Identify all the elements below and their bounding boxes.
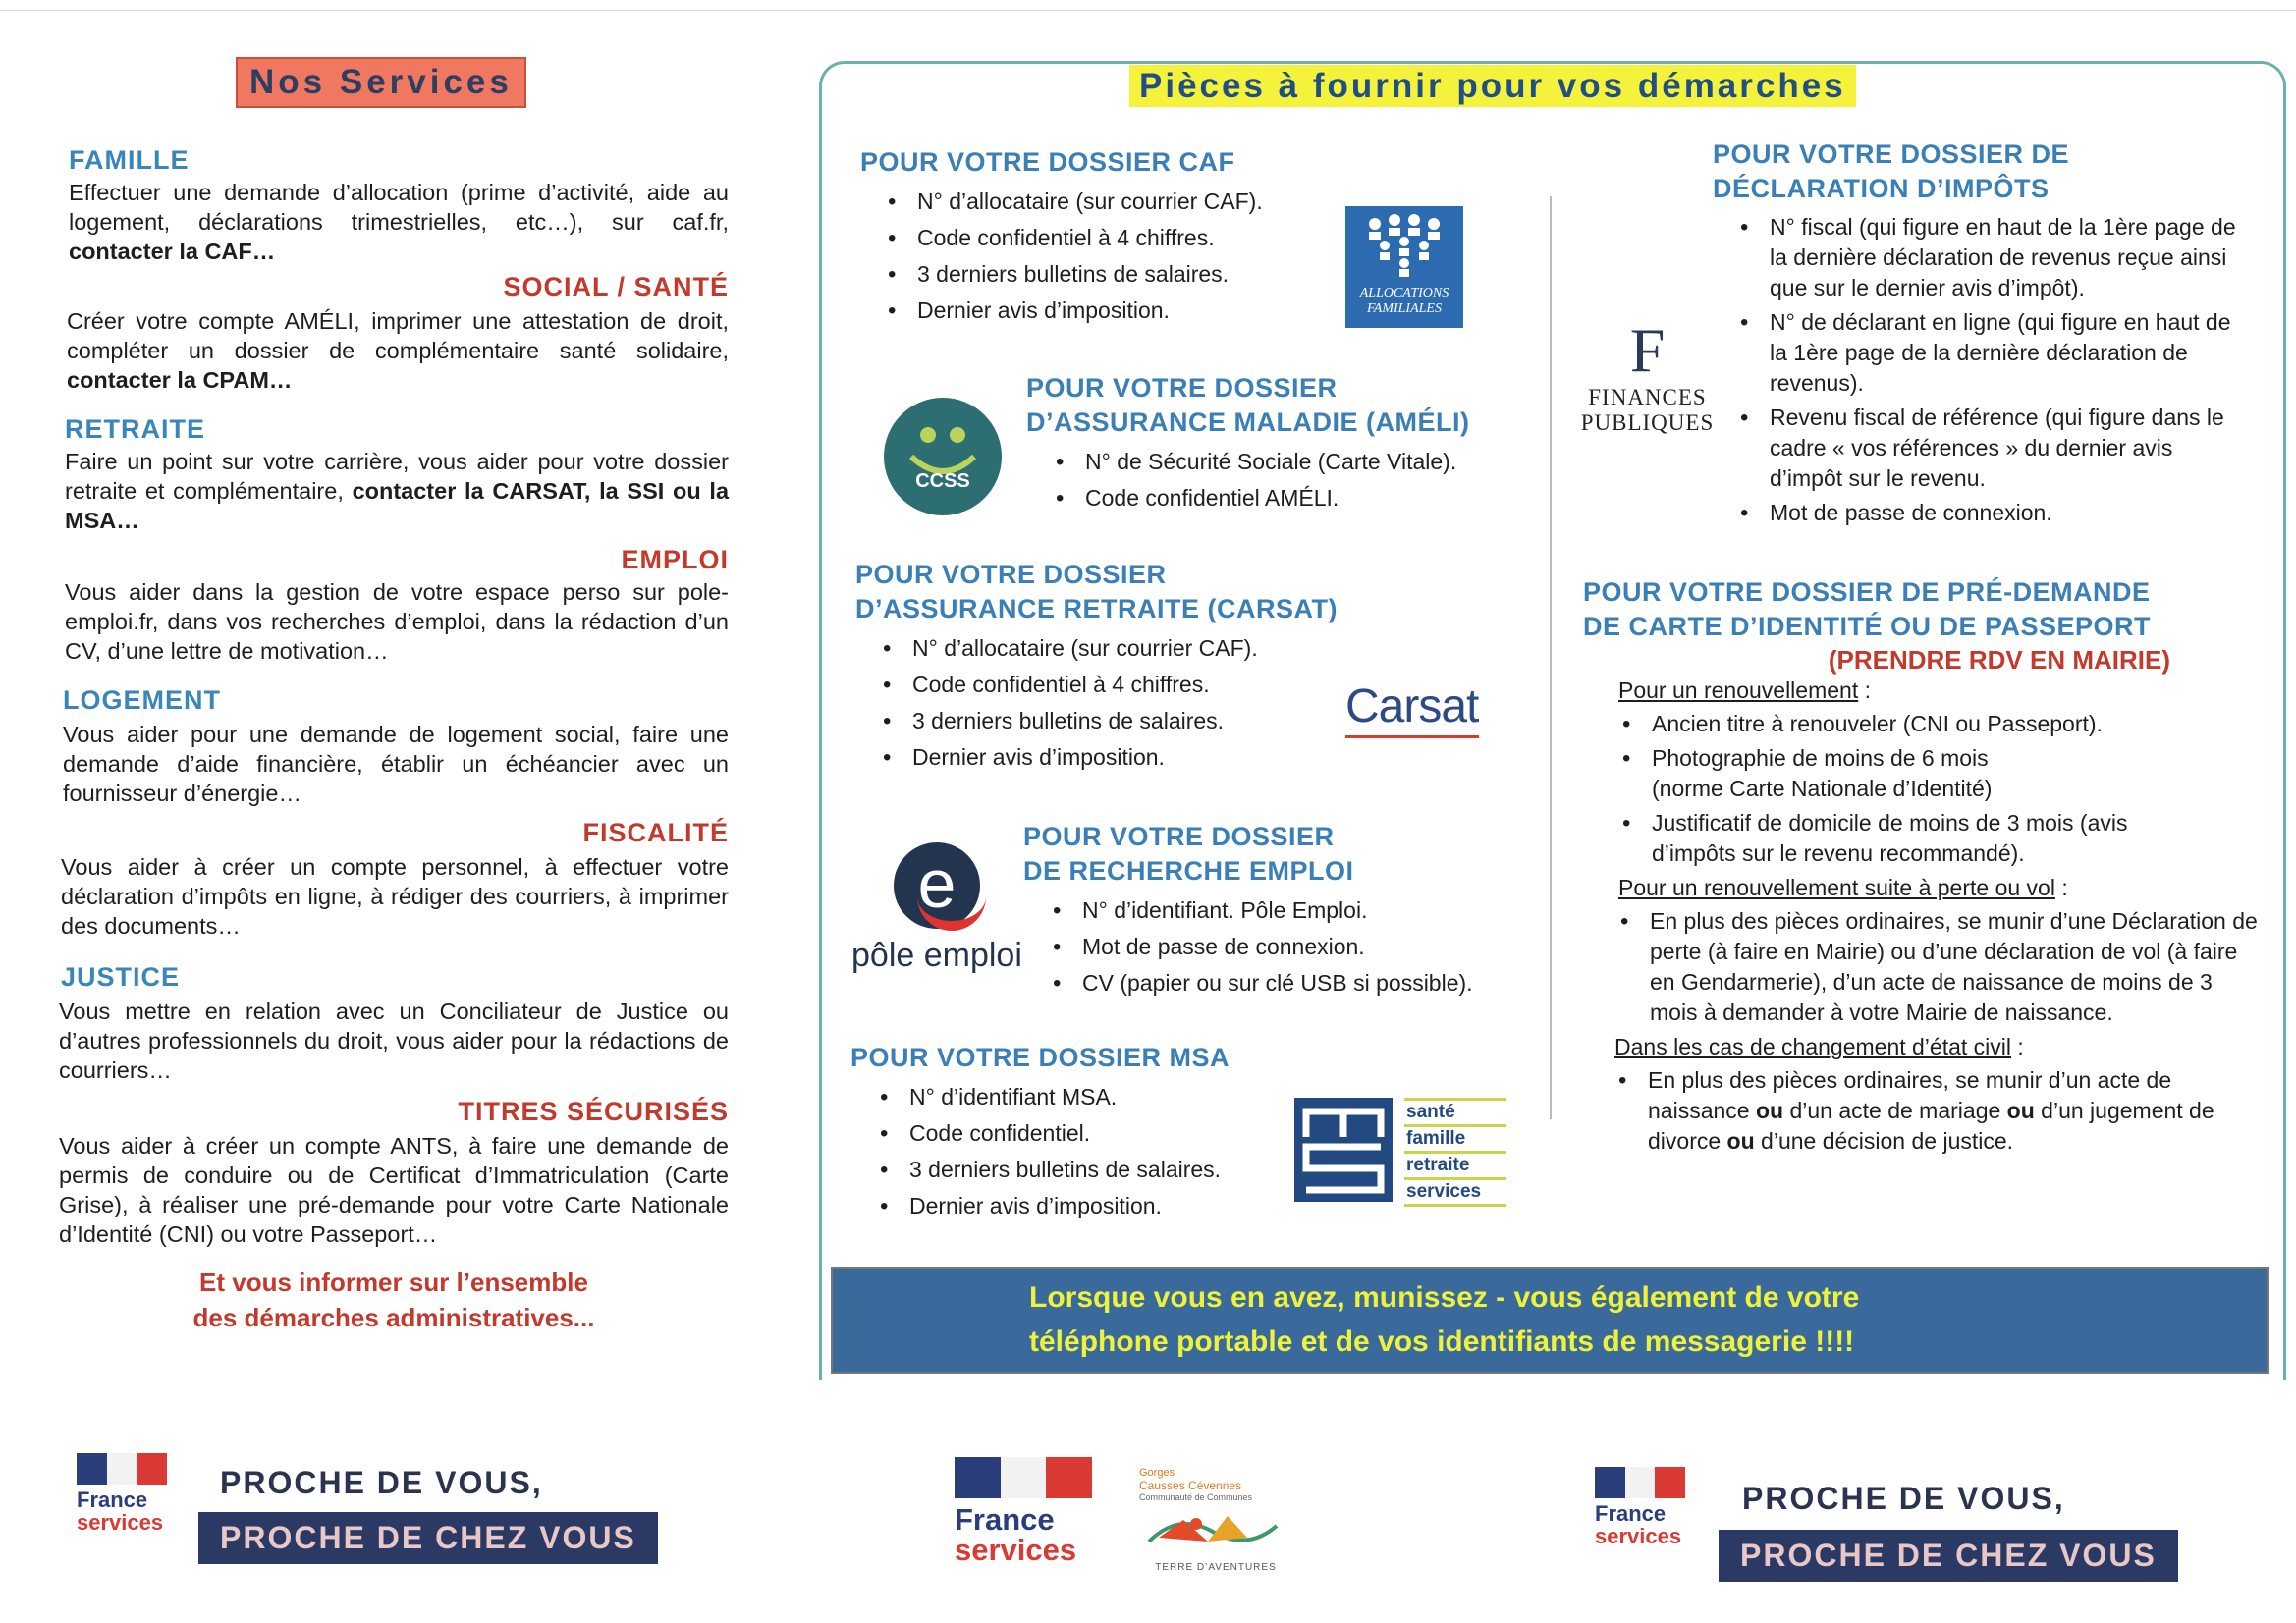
emploi-section <box>1023 820 1534 1001</box>
msa-word: famille <box>1404 1127 1506 1154</box>
titres-heading: TITRES SÉCURISÉS <box>458 1097 729 1126</box>
fs-name-1: France <box>1595 1501 1667 1526</box>
marianne-flag-icon <box>77 1453 167 1485</box>
ameli-item: • N° de Sécurité Sociale (Carte Vitale). <box>1056 444 1537 480</box>
pole-emploi-logo <box>847 842 1023 980</box>
finances-logo-mark: F <box>1629 315 1666 385</box>
emploi-list <box>1053 893 1534 1001</box>
caf-logo-line2: FAMILIALES <box>1367 301 1442 316</box>
justice-text: Vous mettre en relation avec un Conciliateur de Justice ou d’autres professionnels du droit, vous aider pour la rédactions de courriers… <box>59 999 729 1083</box>
carsat-item: • Code confidentiel à 4 chiffres. <box>883 667 1366 703</box>
impots-heading-1: POUR VOTRE DOSSIER DE <box>1713 139 2070 169</box>
impots-item: • Mot de passe de connexion. <box>1740 498 2248 528</box>
msa-list <box>880 1079 1312 1224</box>
msa-item: • N° d’identifiant MSA. <box>880 1079 1312 1115</box>
msa-item: • Dernier avis d’imposition. <box>880 1188 1312 1224</box>
ameli-heading-1: POUR VOTRE DOSSIER <box>1026 373 1338 403</box>
closing-line-1: Et vous informer sur l’ensemble <box>199 1268 588 1297</box>
reminder-line-2: téléphone portable et de vos identifiants de messagerie !!!! <box>1029 1325 1855 1358</box>
msa-word: services <box>1404 1180 1506 1207</box>
fiscalite-heading: FISCALITÉ <box>582 818 729 847</box>
carsat-item: • N° d’allocataire (sur courrier CAF). <box>883 630 1366 667</box>
carsat-logo-text: Carsat <box>1345 680 1479 732</box>
closing-text <box>59 1265 729 1335</box>
carsat-heading-2: D’ASSURANCE RETRAITE (CARSAT) <box>855 594 1338 623</box>
justice-heading: JUSTICE <box>61 962 181 992</box>
cni-section <box>1583 575 2261 1161</box>
landscape-icon <box>1139 1502 1286 1557</box>
pole-emploi-e-icon: e <box>917 845 957 922</box>
caf-section <box>860 145 1322 329</box>
emploi-heading-2: DE RECHERCHE EMPLOI <box>1023 856 1354 886</box>
social-heading: SOCIAL / SANTÉ <box>503 272 729 301</box>
impots-item: • N° fiscal (qui figure en haut de la 1ère page de la dernière déclaration de revenus reçue ainsi que sur le dernier avis d’impôt). <box>1740 212 2248 303</box>
ameli-section <box>1026 371 1537 516</box>
cni-sub-2-label: Pour un renouvellement suite à perte ou vol <box>1618 875 2055 900</box>
caf-item: • Dernier avis d’imposition. <box>888 293 1322 329</box>
carsat-logo-underline <box>1345 735 1479 738</box>
panel-title <box>1129 67 1856 106</box>
carsat-logo <box>1345 679 1479 738</box>
finances-logo-line2: PUBLIQUES <box>1580 410 1715 435</box>
cni-sub-1: Pour un renouvellement : <box>1618 677 1871 703</box>
motto-line-1-left: PROCHE DE VOUS, <box>220 1465 543 1500</box>
cni-sub-2: Pour un renouvellement suite à perte ou vol : <box>1618 875 2068 900</box>
emploi-heading-1: POUR VOTRE DOSSIER <box>1023 822 1335 851</box>
msa-item: • 3 derniers bulletins de salaires. <box>880 1152 1312 1188</box>
cni-heading-1: POUR VOTRE DOSSIER DE PRÉ-DEMANDE <box>1583 577 2151 607</box>
cni-item: • Ancien titre à renouveler (CNI ou Passeport). <box>1622 709 2261 739</box>
retraite-heading: RETRAITE <box>65 414 205 444</box>
fs-name-1: France <box>77 1488 148 1512</box>
caf-item: • Code confidentiel à 4 chiffres. <box>888 220 1322 256</box>
reminder-text <box>1029 1275 2267 1364</box>
fs-name-2: services <box>1595 1524 1682 1548</box>
closing-line-2: des démarches administratives... <box>192 1303 595 1332</box>
top-rule <box>0 10 2296 11</box>
msa-word: retraite <box>1404 1154 1506 1180</box>
caf-list <box>888 184 1322 329</box>
pole-emploi-logo-text: pôle emploi <box>851 937 1022 974</box>
motto-line-2-right: PROCHE DE CHEZ VOUS <box>1719 1530 2178 1582</box>
cni-list-3 <box>1618 1065 2261 1157</box>
fs-name-2: services <box>77 1510 164 1535</box>
fiscalite-text: Vous aider à créer un compte personnel, à effectuer votre déclaration d’impôts en ligne, à rédiger des courriers, à imprimer des documents… <box>61 854 729 939</box>
emploi-item: • N° d’identifiant. Pôle Emploi. <box>1053 893 1534 929</box>
carsat-item: • 3 derniers bulletins de salaires. <box>883 703 1366 739</box>
marianne-flag-icon <box>1595 1467 1685 1498</box>
famille-heading: FAMILLE <box>69 145 190 175</box>
france-services-logo-left <box>77 1453 175 1534</box>
france-services-logo-right <box>1595 1467 1693 1547</box>
caf-logo <box>1345 206 1463 328</box>
caf-logo-line1: ALLOCATIONS <box>1359 286 1449 300</box>
emploi-item: • Mot de passe de connexion. <box>1053 929 1534 965</box>
carsat-item: • Dernier avis d’imposition. <box>883 739 1366 776</box>
gorges-logo <box>1139 1467 1292 1585</box>
ccss-people-icon <box>884 398 1002 515</box>
ccss-logo <box>884 398 1002 515</box>
cni-heading-2: DE CARTE D’IDENTITÉ OU DE PASSEPORT <box>1583 612 2152 641</box>
cni-sub-1-label: Pour un renouvellement <box>1618 677 1859 703</box>
msa-section <box>850 1041 1312 1224</box>
titres-text: Vous aider à créer un compte ANTS, à faire une demande de permis de conduire ou de Certificat d’Immatriculation (Carte Grise), à réaliser une pré-demande pour votre Carte Nationale d’Identité (CNI) ou votre Passeport… <box>59 1133 729 1247</box>
caf-heading: POUR VOTRE DOSSIER CAF <box>860 147 1235 177</box>
caf-item: • N° d’allocataire (sur courrier CAF). <box>888 184 1322 220</box>
motto-line-2-left: PROCHE DE CHEZ VOUS <box>198 1512 658 1564</box>
cni-item: • En plus des pièces ordinaires, se munir d’un acte de naissance ou d’un acte de mariage ou d’un jugement de divorce ou d’une décision de justice. <box>1618 1065 2261 1157</box>
social-text: Créer votre compte AMÉLI, imprimer une attestation de droit, compléter un dossier de complémentaire santé solidaire, contacter la CPAM… <box>67 308 729 393</box>
famille-text: Effectuer une demande d’allocation (prime d’activité, aide au logement, déclarations trimestrielles, etc…), sur caf.fr, contacter la CAF… <box>69 180 729 264</box>
marianne-flag-icon <box>955 1457 1092 1498</box>
cni-list-2 <box>1620 906 2261 1028</box>
emploi-text: Vous aider dans la gestion de votre espace perso sur pole-emploi.fr, dans vos recherches d’emploi, dans la rédaction d’un CV, d’une lettre de motivation… <box>65 579 729 664</box>
gorges-line-2: Causses Cévennes <box>1139 1479 1242 1492</box>
fs-name-2: services <box>955 1533 1077 1567</box>
carsat-section <box>855 558 1366 776</box>
cni-sub-3: Dans les cas de changement d’état civil : <box>1614 1034 2024 1059</box>
services-list <box>59 145 729 1335</box>
cni-list-1 <box>1622 709 2261 869</box>
impots-section <box>1713 137 2248 532</box>
msa-word: santé <box>1404 1101 1506 1127</box>
impots-heading-2: DÉCLARATION D’IMPÔTS <box>1713 174 2050 203</box>
families-icon <box>1355 212 1453 281</box>
column-separator <box>1550 196 1552 1119</box>
cni-sub-3-label: Dans les cas de changement d’état civil <box>1614 1034 2011 1059</box>
reminder-line-1: Lorsque vous en avez, munissez - vous également de votre <box>1029 1281 1860 1314</box>
retraite-text: Faire un point sur votre carrière, vous aider pour votre dossier retraite et complémentaire, contacter la CARSAT, la SSI ou la MSA… <box>65 449 730 533</box>
reminder-banner <box>831 1267 2269 1374</box>
gorges-line-1: Gorges <box>1139 1467 1175 1479</box>
impots-item: • Revenu fiscal de référence (qui figure dans le cadre « vos références » du dernier avis d’impôt sur le revenu. <box>1740 403 2248 494</box>
carsat-heading-1: POUR VOTRE DOSSIER <box>855 560 1167 589</box>
motto-line-1-right: PROCHE DE VOUS, <box>1742 1481 2065 1516</box>
msa-logo-mark <box>1294 1098 1393 1202</box>
cni-item: • En plus des pièces ordinaires, se munir d’une Déclaration de perte (à faire en Mairie) ou d’une déclaration de vol (à faire en Gendarmerie), d’un acte de naissance de moins de 3 mois à demander à votre Mairie de naissance. <box>1620 906 2261 1028</box>
ccss-logo-text: CCSS <box>915 470 970 492</box>
gorges-line-3: Communauté de Communes <box>1139 1492 1253 1502</box>
france-services-logo-center <box>955 1457 1102 1565</box>
impots-item: • N° de déclarant en ligne (qui figure en haut de la 1ère page de la dernière déclaration de revenus). <box>1740 307 2248 399</box>
cni-item: • Justificatif de domicile de moins de 3 mois (avis d’impôts sur le revenu recommandé). <box>1622 808 2162 869</box>
services-title: Nos Services <box>236 57 526 108</box>
emploi-item: • CV (papier ou sur clé USB si possible). <box>1053 965 1534 1001</box>
logement-heading: LOGEMENT <box>63 685 221 715</box>
emploi-heading: EMPLOI <box>621 545 729 574</box>
finances-logo-line1: FINANCES <box>1588 385 1707 409</box>
impots-list <box>1740 212 2248 528</box>
msa-item: • Code confidentiel. <box>880 1115 1312 1152</box>
msa-logo <box>1294 1098 1510 1202</box>
caf-item: • 3 derniers bulletins de salaires. <box>888 256 1322 293</box>
gorges-line-4: TERRE D’AVENTURES <box>1155 1562 1277 1573</box>
carsat-list <box>883 630 1366 776</box>
panel-title-text: Pièces à fournir pour vos démarches <box>1129 65 1856 107</box>
msa-logo-icon <box>1294 1098 1393 1202</box>
msa-logo-words <box>1404 1098 1506 1207</box>
cni-item: • Photographie de moins de 6 mois (norme Carte Nationale d’Identité) <box>1622 743 2045 804</box>
cni-rdv: (PRENDRE RDV EN MAIRIE) <box>1828 645 2170 675</box>
msa-heading: POUR VOTRE DOSSIER MSA <box>850 1043 1230 1072</box>
ameli-heading-2: D’ASSURANCE MALADIE (AMÉLI) <box>1026 407 1470 437</box>
ameli-item: • Code confidentiel AMÉLI. <box>1056 480 1537 516</box>
ameli-list <box>1056 444 1537 516</box>
fs-name-1: France <box>955 1502 1055 1537</box>
logement-text: Vous aider pour une demande de logement social, faire une demande d’aide financière, établir un échéancier avec un fournisseur d’énergie… <box>63 722 729 806</box>
finances-publiques-logo <box>1576 316 1719 436</box>
